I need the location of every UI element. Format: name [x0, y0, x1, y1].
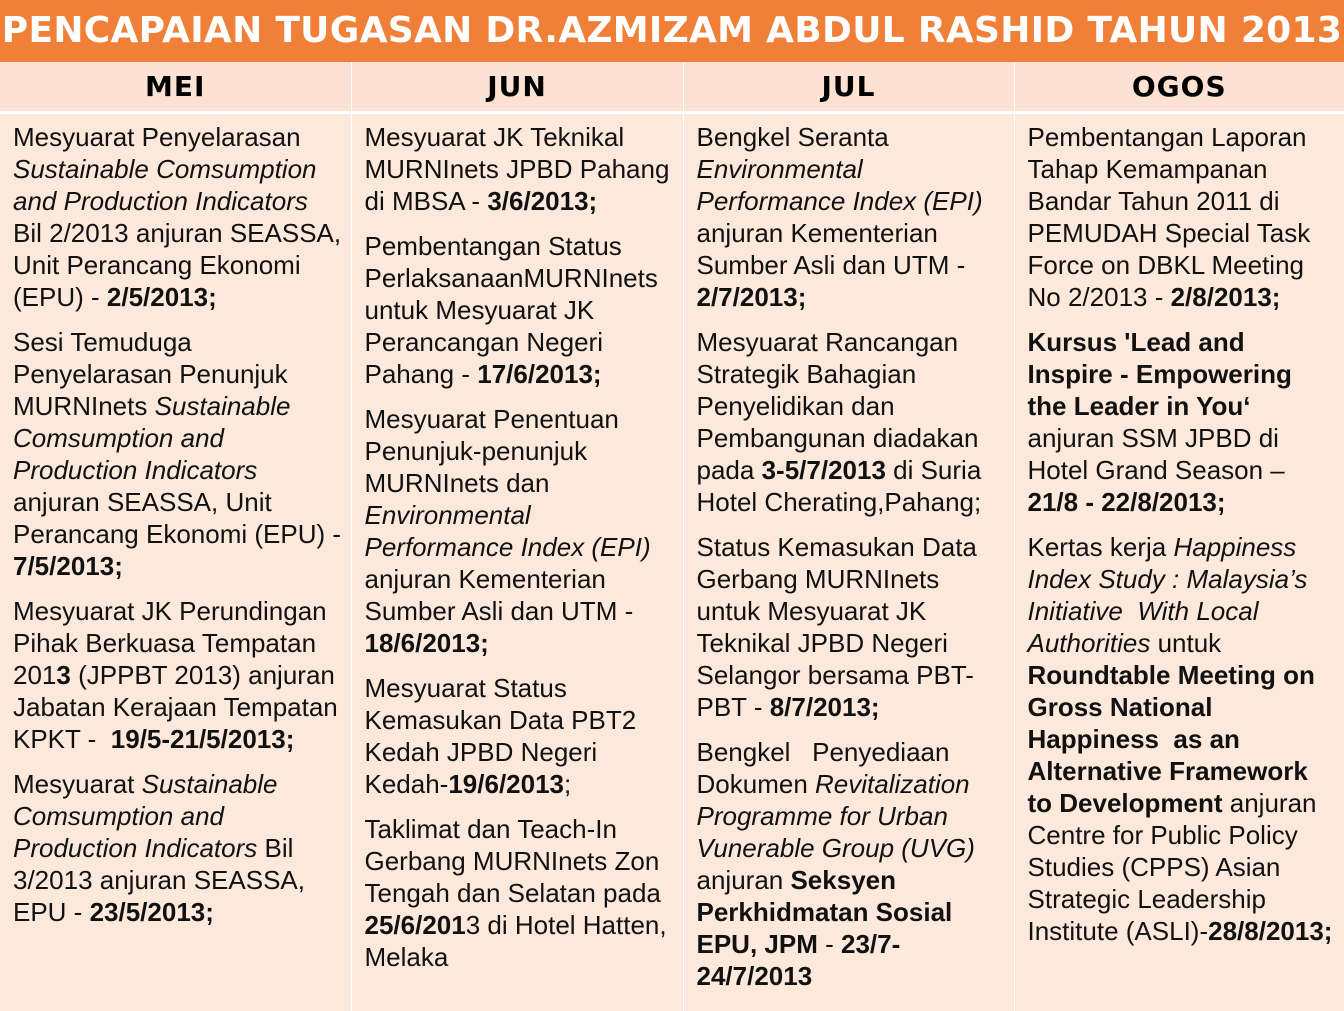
activity-text: anjuran Kementerian Sumber Asli dan UTM - [365, 532, 658, 626]
activity-entry [697, 736, 1006, 992]
activity-text: Status Kemasukan Data Gerbang MURNInets untuk Mesyuarat JK Teknikal JPBD Negeri Selangor bersama PBT-PBT - [697, 532, 985, 722]
activity-text: Taklimat dan Teach-In Gerbang MURNInets Zon Tengah dan Selatan pada [365, 814, 669, 908]
activity-text: Mesyuarat JK Teknikal MURNInets JPBD Pahang di MBSA - [365, 122, 677, 216]
activity-text: 3/6/2013; [487, 186, 597, 216]
activity-entry [13, 768, 343, 928]
activity-entry [697, 121, 1006, 313]
activity-entry [1028, 531, 1337, 947]
activity-text: untuk [1150, 628, 1228, 658]
activity-text: 3-5/7/2013 [762, 455, 886, 485]
activity-text: Bil 3/2013 anjuran SEASSA, EPU - [13, 833, 312, 927]
activity-entry [697, 326, 1006, 518]
month-header-ogos: OGOS [1014, 62, 1344, 113]
activity-text: Roundtable Meeting on Gross National Happiness as an Alternative Framework to Development [1028, 660, 1323, 818]
activity-text: Environmental Performance Index (EPI) [365, 500, 651, 562]
activity-text: Revitalization Programme for Urban Vunerable Group (UVG) [697, 769, 977, 863]
activity-text: (JPPBT 2013) anjuran Jabatan Kerajaan Tempatan KPKT - [13, 660, 345, 754]
activity-text: 17/6/2013; [477, 359, 601, 389]
activity-text: 2/7/2013; [697, 282, 807, 312]
activities-row [0, 113, 1344, 1011]
activity-text: anjuran SEASSA, Unit Perancang Ekonomi (EPU) - [13, 455, 348, 549]
activity-text: ; [564, 769, 571, 799]
activity-text: Happiness Index Study : Malaysia’s Initiative With Local Authorities [1028, 532, 1315, 658]
activity-text: 3 [56, 660, 70, 690]
activities-ogos [1014, 113, 1344, 1011]
activity-text: anjuran Centre for Public Policy Studies (CPPS) Asian Strategic Leadership Institute (ASLI)- [1028, 788, 1324, 946]
activity-text: 23/7-24/7/2013 [697, 929, 901, 991]
activity-text: Kursus 'Lead and Inspire - Empowering the Leader in You‘ [1028, 327, 1300, 421]
activity-entry [365, 813, 675, 973]
activity-text: Mesyuarat Status Kemasukan Data PBT2 Kedah JPBD Negeri Kedah- [365, 673, 644, 799]
activity-text: di Suria Hotel Cherating,Pahang; [697, 455, 989, 517]
activity-text: Pembentangan Status PerlaksanaanMURNInets untuk Mesyuarat JK Perancangan Negeri Pahang - [365, 231, 666, 389]
activities-mei [0, 113, 351, 1011]
activity-text: Environmental Performance Index (EPI) [697, 154, 983, 216]
activity-entry [365, 672, 675, 800]
month-header-mei: MEI [0, 62, 351, 113]
activity-text: Mesyuarat Rancangan Strategik Bahagian Penyelidikan dan Pembangunan diadakan pada [697, 327, 986, 485]
achievements-table [0, 62, 1344, 1011]
activity-text: anjuran [697, 833, 983, 895]
activity-entry [1028, 121, 1337, 313]
month-header-row [0, 62, 1344, 113]
activity-text: Sesi Temuduga Penyelarasan Penunjuk MURNInets [13, 327, 295, 421]
activity-text: Seksyen Perkhidmatan Sosial EPU, JPM [697, 865, 960, 959]
activity-text: 19/5-21/5/2013; [111, 724, 295, 754]
activity-text: 21/8 - 22/8/2013; [1028, 487, 1226, 517]
activity-entry [365, 121, 675, 217]
activity-text: 2/5/2013; [107, 282, 217, 312]
activity-text: Kertas kerja [1028, 532, 1174, 562]
activity-entry [13, 326, 343, 582]
activity-text: anjuran Kementerian Sumber Asli dan UTM - [697, 186, 990, 280]
activity-entry [1028, 326, 1337, 518]
activity-text: Mesyuarat JK Perundingan Pihak Berkuasa Tempatan 201 [13, 596, 334, 690]
activity-entry [697, 531, 1006, 723]
month-header-jul: JUL [683, 62, 1014, 113]
activity-text: anjuran SSM JPBD di Hotel Grand Season – [1028, 391, 1293, 485]
activity-text: Mesyuarat [13, 769, 142, 799]
activity-text: Bil 2/2013 anjuran SEASSA, Unit Perancang Ekonomi (EPU) - [13, 186, 348, 312]
activity-text: Pembentangan Laporan Tahap Kemampanan Bandar Tahun 2011 di PEMUDAH Special Task Force on DBKL Meeting No 2/2013 - [1028, 122, 1318, 312]
activities-jul [683, 113, 1014, 1011]
activity-text: - [818, 929, 841, 959]
activity-text: 23/5/2013; [90, 897, 214, 927]
activity-text: 25/6/201 [365, 910, 466, 940]
activity-text: 7/5/2013; [13, 551, 123, 581]
activity-text: 19/6/2013 [448, 769, 564, 799]
activity-text: Bengkel Seranta [697, 122, 896, 152]
activity-text: Sustainable Comsumption and Production Indicators [13, 769, 285, 863]
activity-entry [13, 121, 343, 313]
activity-entry [365, 403, 675, 659]
activity-text: 28/8/2013; [1208, 916, 1332, 946]
activity-text: 18/6/2013; [365, 628, 489, 658]
activity-entry [13, 595, 343, 755]
activity-text: Sustainable Comsumption and Production Indicators [13, 154, 324, 216]
activity-text: 2/8/2013; [1171, 282, 1281, 312]
month-header-jun: JUN [351, 62, 683, 113]
activity-text: Mesyuarat Penyelarasan [13, 122, 308, 152]
activity-text: Sustainable Comsumption and Production Indicators [13, 391, 298, 485]
activity-text: 3 di Hotel Hatten, Melaka [365, 910, 674, 972]
activity-entry [365, 230, 675, 390]
activities-jun [351, 113, 683, 1011]
activity-text: Mesyuarat Penentuan Penunjuk-penunjuk MURNInets dan [365, 404, 627, 498]
activity-text: Bengkel Penyediaan Dokumen [697, 737, 957, 799]
page-title: PENCAPAIAN TUGASAN DR.AZMIZAM ABDUL RASHID TAHUN 2013 [0, 0, 1344, 62]
activity-text: 8/7/2013; [770, 692, 880, 722]
